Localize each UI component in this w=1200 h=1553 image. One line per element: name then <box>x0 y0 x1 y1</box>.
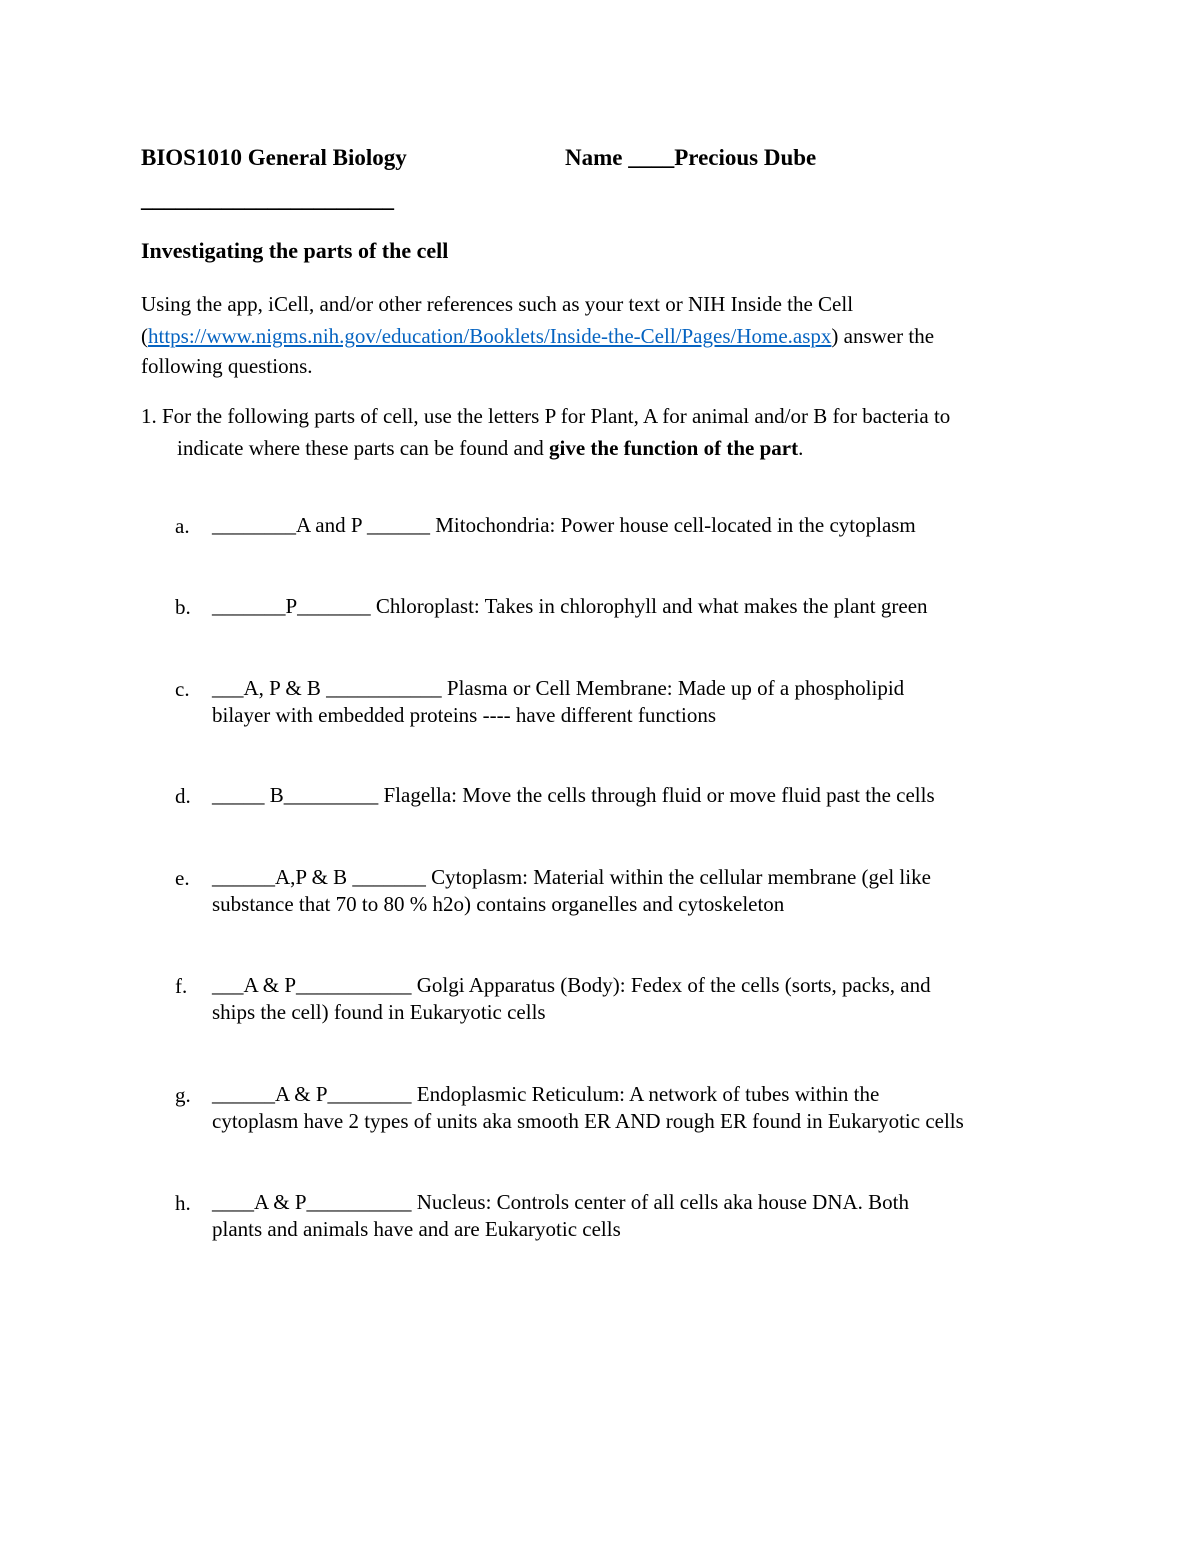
intro-line-3: following questions. <box>141 354 313 378</box>
item-d-line-1: _____ B_________ Flagella: Move the cells through fluid or move fluid past the cells <box>212 783 935 807</box>
item-g-line-1: ______A & P________ Endoplasmic Reticulum: A network of tubes within the <box>212 1082 880 1106</box>
item-e-line-2: substance that 70 to 80 % h2o) contains organelles and cytoskeleton <box>212 892 785 916</box>
item-h-letter: h. <box>175 1191 191 1215</box>
name-underline: ______________________ <box>141 187 394 212</box>
item-d <box>212 782 1082 809</box>
intro-line-2 <box>141 322 934 350</box>
item-c-letter: c. <box>175 677 190 701</box>
question-1-bold-instruction: give the function of the part <box>549 436 799 460</box>
item-a-line-1: ________A and P ______ Mitochondria: Power house cell-located in the cytoplasm <box>212 513 916 537</box>
item-g-letter: g. <box>175 1083 191 1107</box>
item-g-line-2: cytoplasm have 2 types of units aka smooth ER AND rough ER found in Eukaryotic cells <box>212 1109 964 1133</box>
course-title: BIOS1010 General Biology <box>141 145 407 170</box>
item-e-letter: e. <box>175 866 190 890</box>
item-b-letter: b. <box>175 595 191 619</box>
item-e <box>212 864 1082 918</box>
intro-after-link: ) answer the <box>831 324 935 348</box>
question-1-instruction: indicate where these parts can be found and <box>177 436 550 460</box>
item-h <box>212 1189 1082 1243</box>
item-g <box>212 1081 1092 1135</box>
question-1-line-1: 1. For the following parts of cell, use the letters P for Plant, A for animal and/or B for bacteria to <box>141 404 951 428</box>
nih-link[interactable]: https://www.nigms.nih.gov/education/Booklets/Inside-the-Cell/Pages/Home.aspx <box>148 324 832 348</box>
item-f-letter: f. <box>175 974 188 998</box>
item-a <box>212 512 1082 539</box>
item-h-line-2: plants and animals have and are Eukaryotic cells <box>212 1217 621 1241</box>
item-c <box>212 675 1082 729</box>
student-name: Name ____Precious Dube <box>565 145 817 170</box>
intro-line-1: Using the app, iCell, and/or other references such as your text or NIH Inside the Cell <box>141 292 854 316</box>
intro-open-paren: ( <box>141 324 148 348</box>
item-c-line-1: ___A, P & B ___________ Plasma or Cell Membrane: Made up of a phospholipid <box>212 676 905 700</box>
item-f-line-2: ships the cell) found in Eukaryotic cells <box>212 1000 546 1024</box>
item-b <box>212 593 1082 620</box>
item-e-line-1: ______A,P & B _______ Cytoplasm: Material within the cellular membrane (gel like <box>212 865 931 889</box>
question-1-period: . <box>798 436 804 460</box>
question-1-line-2 <box>177 434 803 462</box>
item-h-line-1: ____A & P__________ Nucleus: Controls center of all cells aka house DNA. Both <box>212 1190 909 1214</box>
item-d-letter: d. <box>175 784 191 808</box>
item-f-line-1: ___A & P___________ Golgi Apparatus (Body): Fedex of the cells (sorts, packs, and <box>212 973 931 997</box>
item-b-line-1: _______P_______ Chloroplast: Takes in chlorophyll and what makes the plant green <box>212 594 928 618</box>
item-f <box>212 972 1082 1026</box>
page-title: Investigating the parts of the cell <box>141 238 449 263</box>
item-a-letter: a. <box>175 514 190 538</box>
item-c-line-2: bilayer with embedded proteins ---- have different functions <box>212 703 717 727</box>
